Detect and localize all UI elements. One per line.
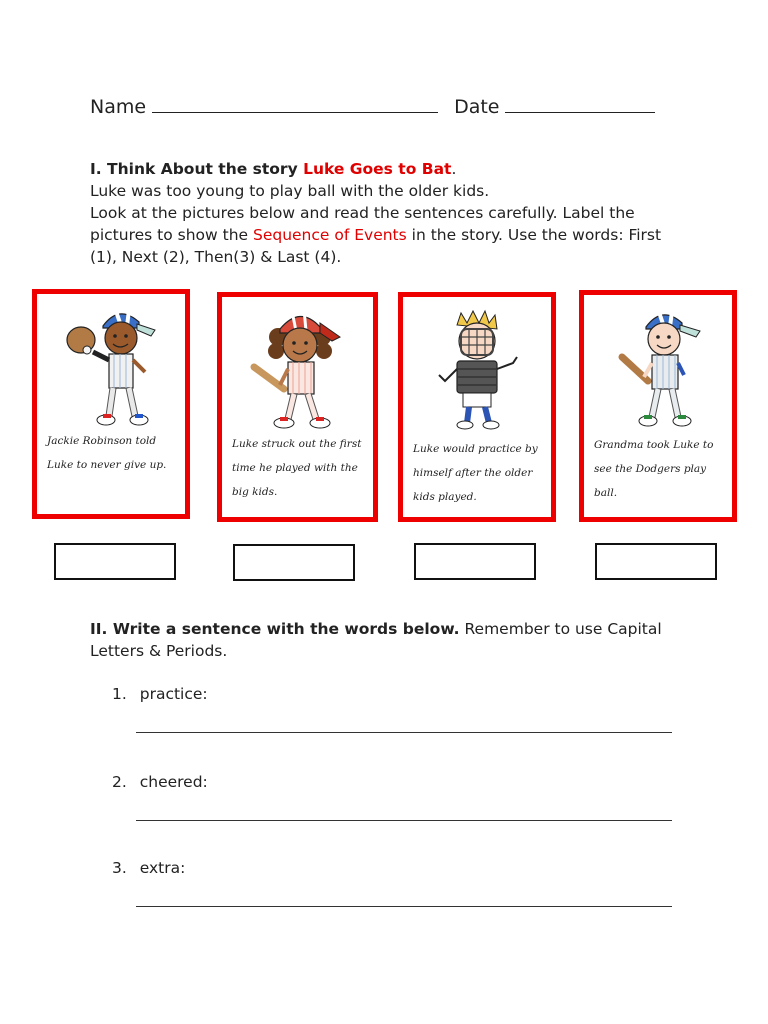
name-field[interactable] [152, 94, 438, 113]
answer-line-2[interactable] [136, 820, 672, 821]
instruction-text-a: Look at the pictures below and read the sentences carefully. Label the pictures to show the [90, 204, 635, 244]
section-1-heading [90, 158, 680, 180]
vocab-word: practice: [139, 685, 208, 703]
vocab-number: 1. [112, 685, 127, 703]
boy-with-glove-illustration [51, 300, 171, 430]
catcher-illustration [417, 303, 537, 433]
section-2-heading-rest: Remember to use Capital Letters & Periods. [90, 620, 662, 660]
vocab-number: 3. [112, 859, 127, 877]
vocab-item-2 [112, 773, 208, 791]
vocab-item-1 [112, 685, 208, 703]
card-4-caption: Grandma took Luke to see the Dodgers play ball. [594, 439, 714, 499]
card-3-caption: Luke would practice by himself after the older kids played. [413, 443, 538, 503]
section-2-instructions [90, 618, 690, 662]
vocab-item-3 [112, 859, 185, 877]
answer-line-3[interactable] [136, 906, 672, 907]
vocab-number: 2. [112, 773, 127, 791]
picture-card-1 [32, 289, 190, 519]
picture-card-4 [579, 290, 737, 522]
instruction-text-b: in the story. Use the words: First (1), Next (2), Then(3) & Last (4). [90, 226, 662, 266]
name-label: Name [90, 96, 147, 118]
card-1-caption: Jackie Robinson told Luke to never give up. [47, 435, 167, 471]
sequence-of-events-text: Sequence of Events [252, 226, 407, 244]
section-1-instructions [90, 158, 680, 268]
boy-with-bat-illustration [598, 301, 718, 431]
name-date-header [90, 94, 655, 118]
section-1-heading-text: I. Think About the story [90, 160, 304, 178]
date-label: Date [454, 96, 500, 118]
date-field[interactable] [505, 94, 655, 113]
picture-card-3 [398, 292, 556, 522]
sequence-answer-box-2[interactable] [233, 544, 355, 581]
answer-line-1[interactable] [136, 732, 672, 733]
story-title: Luke Goes to Bat [303, 160, 452, 178]
sequence-answer-box-3[interactable] [414, 543, 536, 580]
vocab-word: extra: [139, 859, 186, 877]
heading-period: . [451, 160, 457, 178]
sequence-answer-box-1[interactable] [54, 543, 176, 580]
section-2-heading: II. Write a sentence with the words below. [90, 620, 460, 638]
picture-card-2 [217, 292, 378, 522]
vocab-word: cheered: [139, 773, 208, 791]
girl-with-bat-illustration [236, 303, 356, 433]
instruction-line-1: Luke was too young to play ball with the older kids. [90, 182, 490, 200]
sequence-answer-box-4[interactable] [595, 543, 717, 580]
card-2-caption: Luke struck out the first time he played with the big kids. [232, 438, 362, 498]
instruction-line-2 [90, 202, 680, 268]
